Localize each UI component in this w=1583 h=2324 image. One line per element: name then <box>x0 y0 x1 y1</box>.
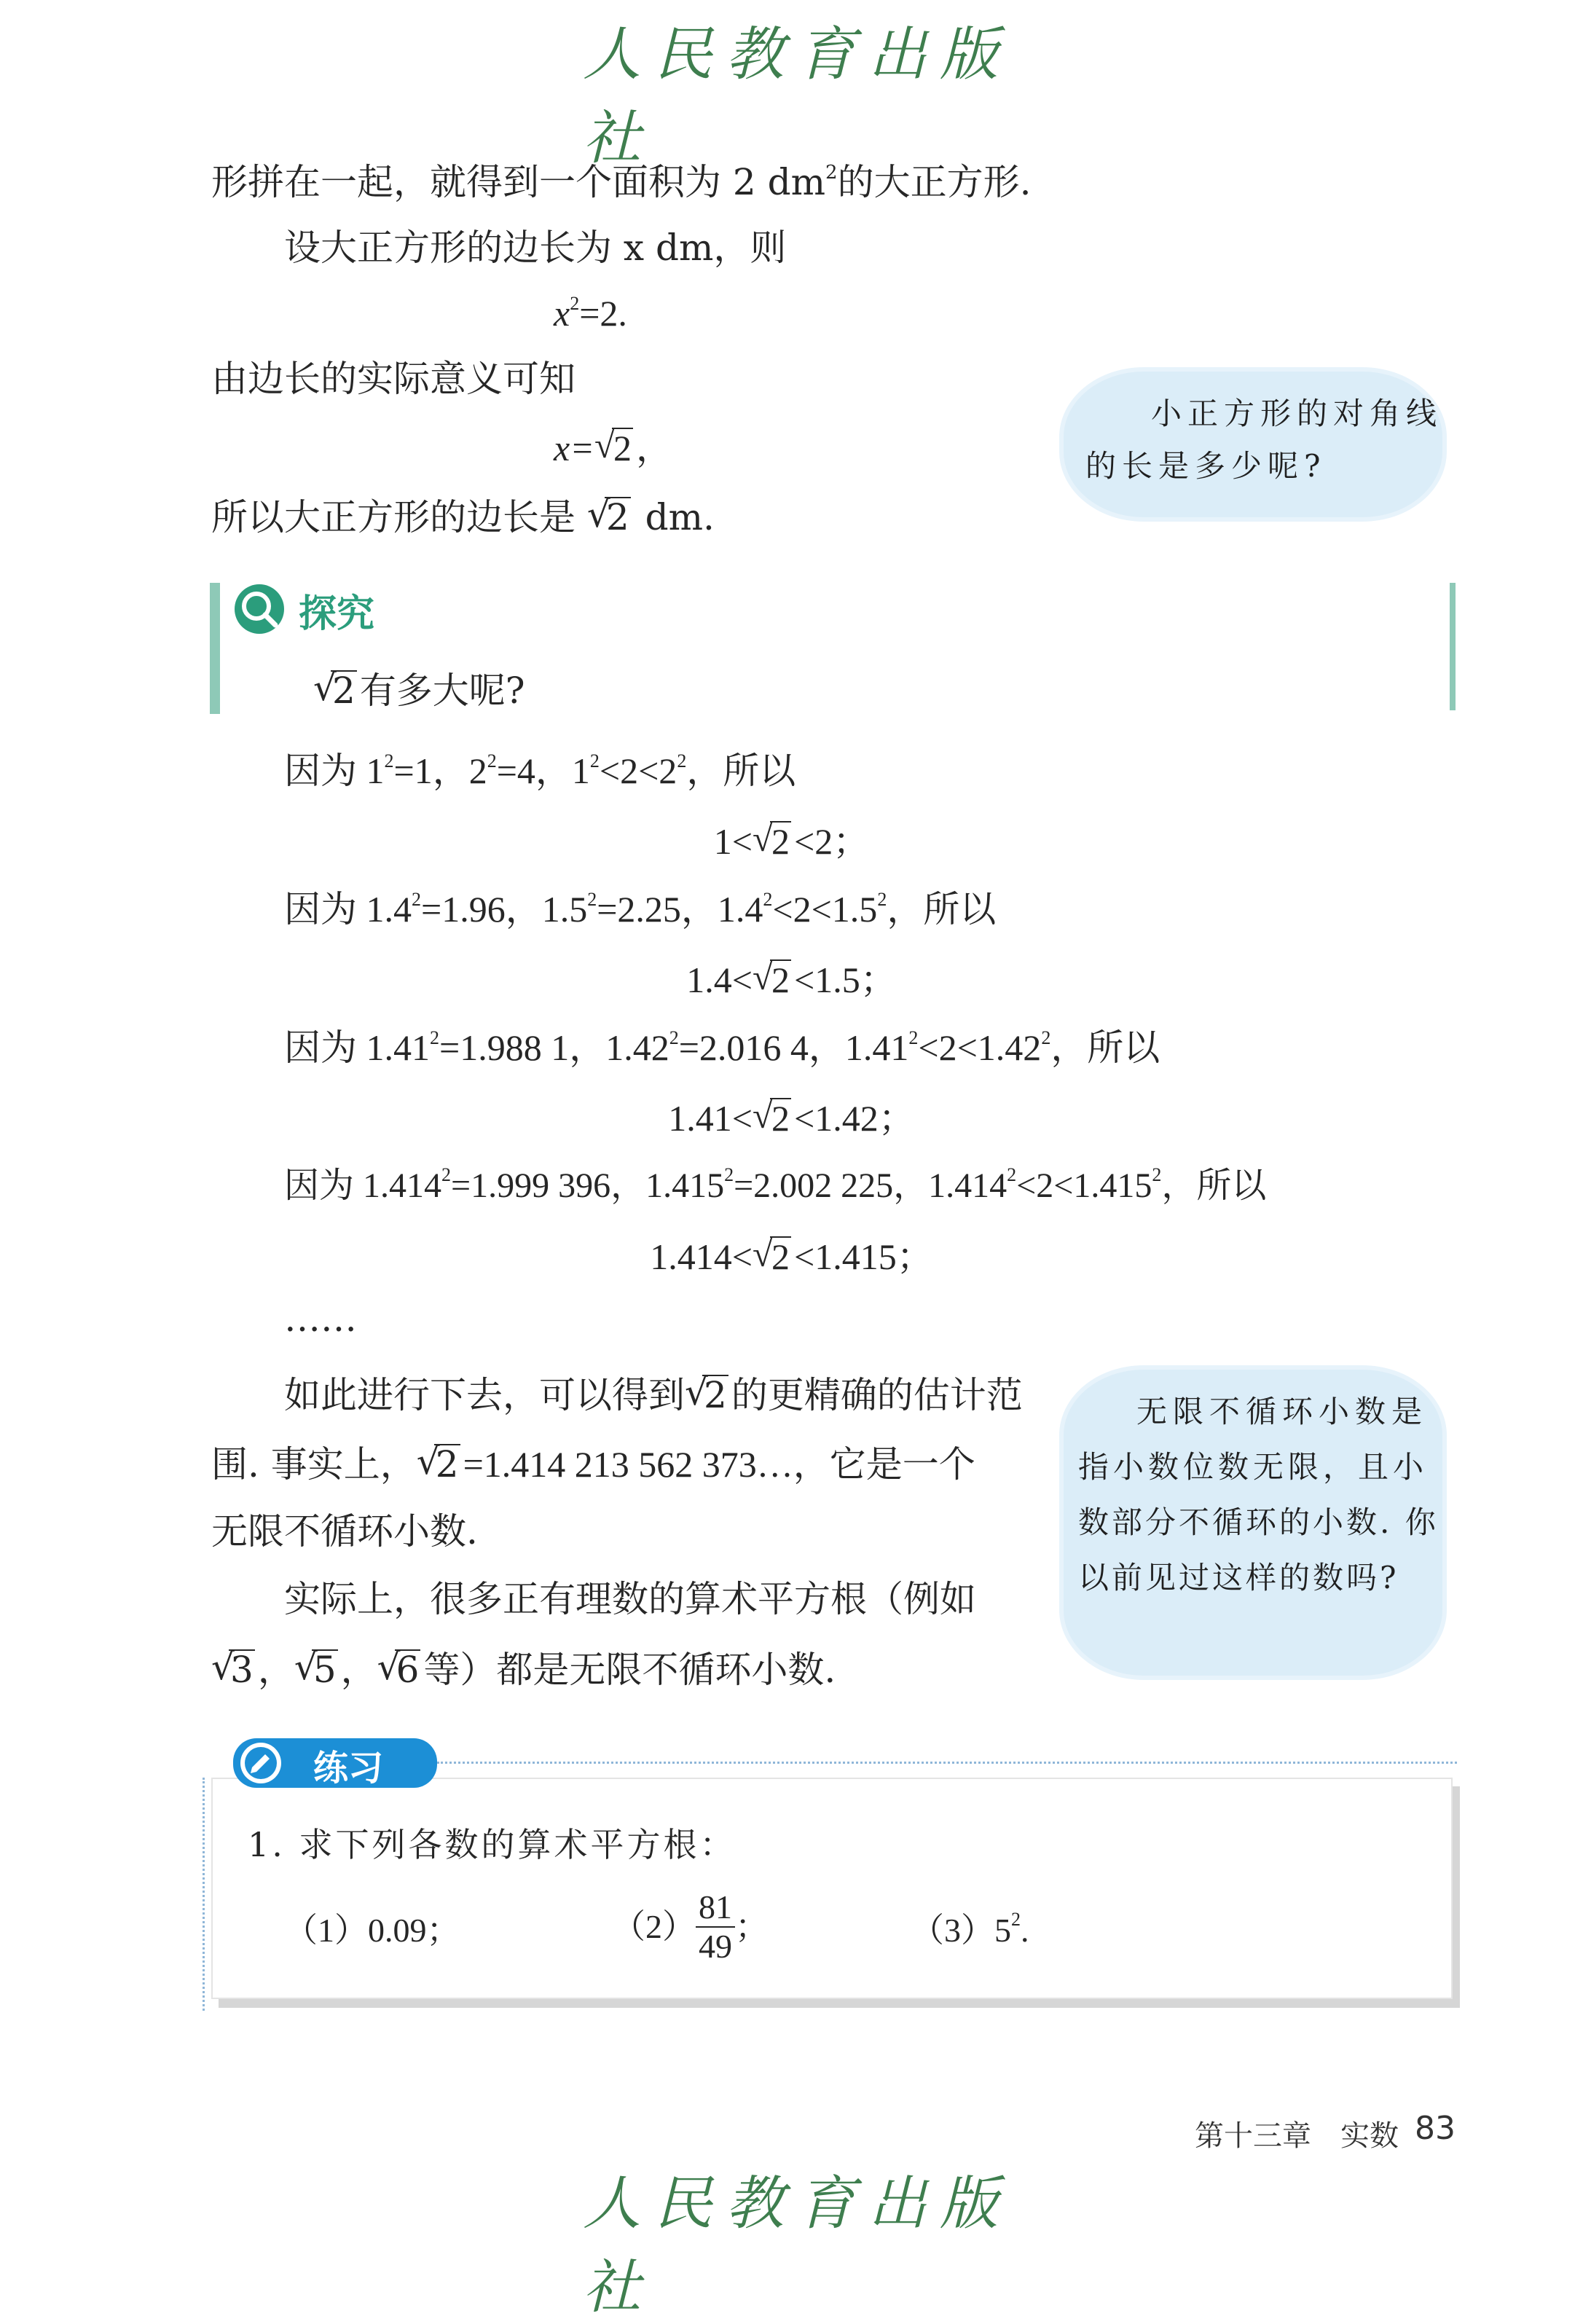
step-2: 因为 $1.4^2=1.96$，$1.5^2=2.25$，$1.4^2<2<1.5^2$，所以 <box>284 889 997 930</box>
thought-cloud-infinite-decimal <box>1064 1370 1442 1676</box>
practice-item-3: $(3)5^2$. <box>911 1909 1029 1949</box>
page-number: 83 <box>1415 2110 1456 2147</box>
explore-magnifier-icon <box>232 581 287 637</box>
explore-right-bar <box>1450 583 1456 710</box>
publisher-logo-footer: 人民教育出版社 <box>583 2170 1011 2321</box>
cloud-1-line-1: 小正方形的对角线 <box>1151 396 1443 431</box>
explore-left-bar <box>210 583 220 714</box>
cloud-2-line-4: 以前见过这样的数吗? <box>1078 1560 1399 1595</box>
cloud-1-line-2: 的长是多少呢? <box>1085 448 1327 484</box>
ellipsis: …… <box>284 1298 357 1340</box>
cloud-2-line-3: 数部分不循环的小数. 你 <box>1078 1504 1439 1540</box>
practice-item-2: （2） $\frac{81}{49}$ ； <box>612 1888 769 1965</box>
explore-title: 探究 <box>299 592 375 636</box>
equation-x-squared: $x^2=2$. <box>554 293 627 334</box>
para2-line-1: 如此进行下去，可以得到√ 2 的更精确的估计范 <box>284 1373 1023 1417</box>
practice-pencil-icon <box>239 1741 283 1785</box>
inequality-1: 1<√ 2 <2； <box>0 820 1583 863</box>
explore-question: √ 2 有多大呢? <box>313 669 525 712</box>
inequality-2: 1.4<√ 2 <1.5； <box>0 958 1583 1002</box>
step-4: 因为 $1.414^2=1.999$ 396，$1.415^2=2.002$ 225，$1.414^2<2<1.415^2$，所以 <box>284 1164 1267 1205</box>
practice-item-1: （1）0.09； <box>284 1912 460 1949</box>
practice-header <box>233 1738 437 1788</box>
inequality-3: 1.41<√ 2 <1.42； <box>0 1096 1583 1140</box>
publisher-logo-header: 人民教育出版社 <box>583 20 1011 172</box>
para2-line-4: 实际上，很多正有理数的算术平方根（例如 <box>284 1578 976 1620</box>
para2-line-5: √ 3 ，√ 5 ，√ 6 等）都是无限不循环小数. <box>211 1648 836 1692</box>
step-1: 因为 $1^2=1$，$2^2=4$，$1^2<2<2^2$，所以 <box>284 750 796 791</box>
chapter-label: 第十三章 实数 <box>1195 2119 1399 2153</box>
inequality-4: 1.414<√ 2 <1.415； <box>0 1235 1583 1279</box>
body-line-2: 设大正方形的边长为 x dm，则 <box>284 227 787 269</box>
equation-x-sqrt2: x=√ 2 ， <box>554 426 672 470</box>
practice-title: 练习 <box>313 1748 384 1789</box>
para2-line-3: 无限不循环小数. <box>211 1510 478 1552</box>
practice-question-1: 1. 求下列各数的算术平方根： <box>248 1825 736 1864</box>
cloud-2-line-2: 指小数位数无限，且小 <box>1078 1449 1429 1485</box>
practice-dotted-left <box>203 1778 205 2011</box>
practice-box <box>211 1778 1453 1999</box>
step-3: 因为 $1.41^2=1.988$ 1，$1.42^2=2.016$ 4，$1.41^2<2<1.42^2$，所以 <box>284 1027 1160 1068</box>
body-line-4: 所以大正方形的边长是 √ 2 dm. <box>211 495 715 539</box>
body-line-3: 由边长的实际意义可知 <box>211 358 576 400</box>
thought-cloud-diagonal <box>1064 372 1442 517</box>
cloud-2-line-1: 无限不循环小数是 <box>1136 1394 1429 1429</box>
para2-line-2: 围. 事实上，√ 2 =1.414 213 562 373…，它是一个 <box>211 1442 975 1486</box>
body-line-1: 形拼在一起，就得到一个面积为 2 $dm^2$的大正方形. <box>211 161 1032 203</box>
practice-dotted-top <box>437 1762 1457 1764</box>
